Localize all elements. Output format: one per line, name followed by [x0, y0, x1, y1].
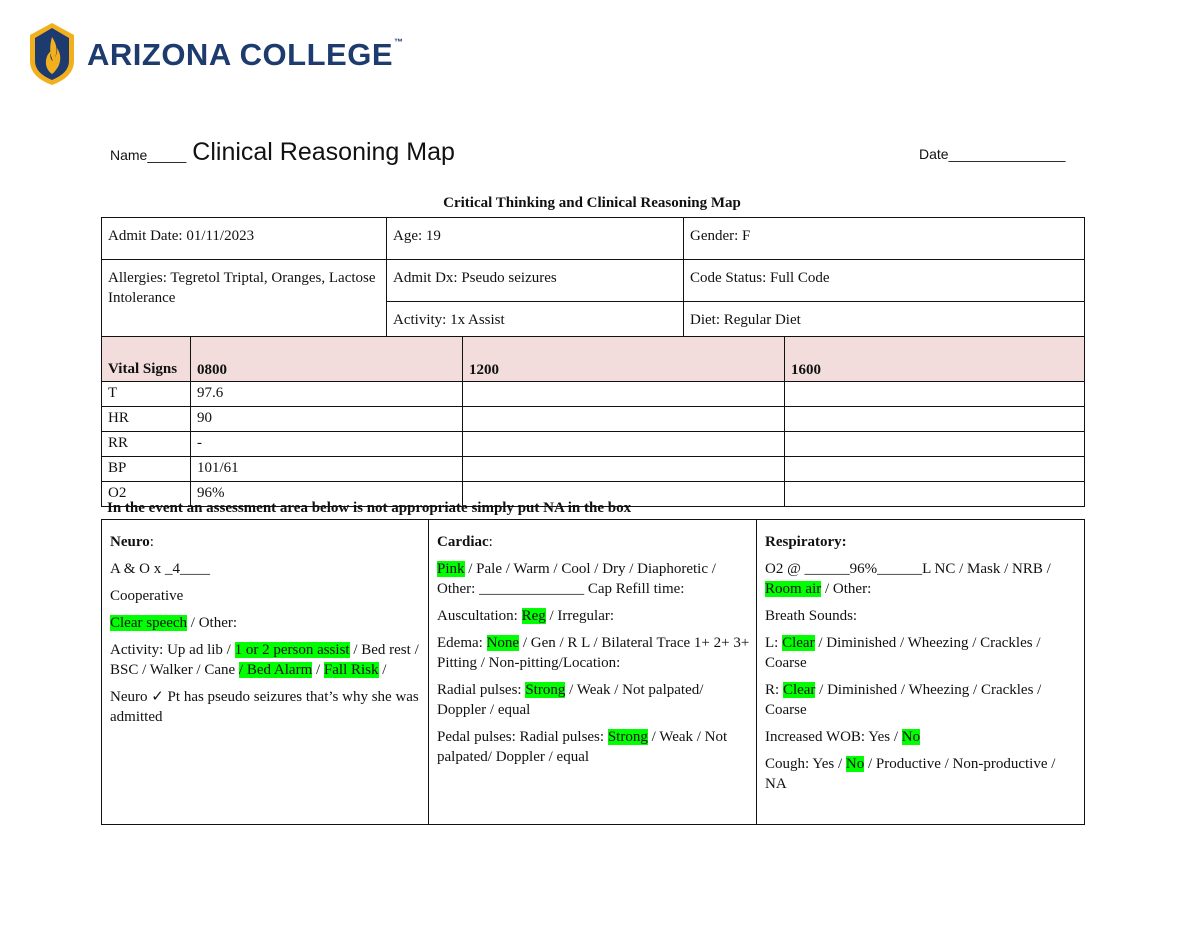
right-lung-rest: / Diminished / Wheezing / Crackles / Coarse: [765, 682, 1042, 718]
reg-highlight: Reg: [521, 608, 546, 624]
map-subtitle: Critical Thinking and Clinical Reasoning Map: [443, 195, 741, 211]
vital-label: T: [102, 382, 191, 407]
neuro-slash: /: [312, 662, 324, 678]
o2-rest: / Other:: [821, 581, 872, 597]
pedal-rest: / Weak / Not palpated/ Doppler / equal: [437, 729, 728, 765]
vital-value-0800: -: [191, 432, 463, 457]
shield-flame-icon: [27, 21, 77, 87]
o2-label: O2 @ ______96%______L NC / Mask / NRB /: [765, 561, 1051, 577]
vital-value-1600: [785, 457, 1085, 482]
vital-value-0800: 101/61: [191, 457, 463, 482]
logo-text: ARIZONA COLLEGE: [87, 37, 394, 72]
vital-value-1600: [785, 407, 1085, 432]
date-label: Date_______________: [919, 146, 1066, 162]
diet-cell: Diet: Regular Diet: [684, 302, 1085, 344]
pedal-strong-highlight: Strong: [607, 729, 648, 745]
left-lung-label: L:: [765, 635, 783, 651]
cardiac-heading: Cardiac: [437, 534, 489, 550]
vital-label: O2: [102, 482, 191, 507]
vitals-row-hr: [102, 407, 1085, 432]
left-clear-highlight: Clear: [782, 635, 815, 651]
vitals-row-bp: [102, 457, 1085, 482]
cardiac-cell: Cardiac: Pink / Pale / Warm / Cool / Dry / Diaphoretic / Other: ______________ Cap Refill time: Auscultation: Reg / Irregular: Edema: None / Gen / R L / Bilateral Trace 1+ 2+ 3+ Pitting / Non-pitting/Location: Radial pulses: Strong / Weak / Not palpated/ Doppler / equal Pedal pulses: Radial pulses: Strong / Weak / Not palpated/ Doppler / equal: [429, 520, 757, 825]
assessment-table: [101, 519, 1085, 825]
neuro-heading: Neuro: [110, 534, 150, 550]
wob-label: Increased WOB: Yes /: [765, 729, 902, 745]
auscultation-label: Auscultation:: [437, 608, 522, 624]
neuro-note: Neuro ✓ Pt has pseudo seizures that’s why she was admitted: [110, 689, 419, 725]
pedal-label: Pedal pulses: Radial pulses:: [437, 729, 608, 745]
left-lung-rest: / Diminished / Wheezing / Crackles / Coarse: [765, 635, 1041, 671]
vitals-header-1200: 1200: [463, 337, 785, 382]
breath-sounds-label: Breath Sounds:: [765, 608, 858, 624]
fall-risk-highlight: Fall Risk: [323, 662, 379, 678]
vital-value-1600: [785, 432, 1085, 457]
respiratory-cell: [757, 520, 1085, 825]
admit-dx-cell: Admit Dx: Pseudo seizures: [387, 260, 684, 302]
neuro-activity-pre: Activity: Up ad lib /: [110, 642, 235, 658]
vital-value-1600: [785, 382, 1085, 407]
cough-label: Cough: Yes /: [765, 756, 846, 772]
patient-info-table: [101, 217, 1085, 344]
room-air-highlight: Room air: [765, 581, 822, 597]
vitals-row-rr: [102, 432, 1085, 457]
bed-alarm-highlight: / Bed Alarm: [238, 662, 313, 678]
age-cell: Age: 19: [387, 218, 684, 260]
activity-cell: Activity: 1x Assist: [387, 302, 684, 344]
na-instruction: In the event an assessment area below is not appropriate simply put NA in the box: [107, 500, 632, 516]
radial-label: Radial pulses:: [437, 682, 526, 698]
wob-no-highlight: No: [901, 729, 921, 745]
trademark-mark: ™: [394, 37, 404, 47]
pink-highlight: Pink: [437, 561, 465, 577]
auscultation-rest: / Irregular:: [545, 608, 615, 624]
respiratory-heading: Respiratory:: [765, 534, 847, 550]
none-highlight: None: [486, 635, 520, 651]
edema-label: Edema:: [437, 635, 487, 651]
vital-signs-table: [101, 336, 1085, 507]
vital-value-1600: [785, 482, 1085, 507]
vital-value-0800: 90: [191, 407, 463, 432]
vital-label: RR: [102, 432, 191, 457]
cough-rest: / Productive / Non-productive / NA: [765, 756, 1056, 792]
gender-cell: Gender: F: [684, 218, 1085, 260]
neuro-cooperative: Cooperative: [110, 588, 184, 604]
vital-value-0800: 97.6: [191, 382, 463, 407]
name-label: Name_____: [110, 147, 187, 163]
right-clear-highlight: Clear: [782, 682, 816, 698]
college-logo: [27, 20, 404, 88]
neuro-cell: Neuro: A & O x _4____ Cooperative Clear speech / Other: Activity: Up ad lib / 1 or 2 person assist / Bed rest / BSC / Walker / Cane / Bed Alarm / Fall Risk / Neuro ✓ Pt has pseudo seizures that’s why she was admitted: [102, 520, 429, 825]
clear-speech-highlight: Clear speech: [110, 615, 188, 631]
vitals-header-1600: 1600: [785, 337, 1085, 382]
vitals-header-label: Vital Signs: [102, 337, 191, 382]
neuro-activity-end: /: [378, 662, 387, 678]
vitals-header-0800: 0800: [191, 337, 463, 382]
edema-rest: / Gen / R L / Bilateral Trace 1+ 2+ 3+ Pitting / Non-pitting/Location:: [437, 635, 750, 671]
neuro-aox: A & O x _4____: [110, 561, 211, 577]
page-title: Clinical Reasoning Map: [192, 138, 455, 166]
vital-value-1200: [463, 382, 785, 407]
cardiac-skin: / Pale / Warm / Cool / Dry / Diaphoretic / Other: ______________ Cap Refill time:: [437, 561, 716, 597]
header-name-title: [110, 138, 455, 167]
vitals-header-row: [102, 337, 1085, 382]
vital-value-1200: [463, 432, 785, 457]
radial-rest: / Weak / Not palpated/ Doppler / equal: [437, 682, 704, 718]
neuro-activity-mid: / Bed rest / BSC / Walker / Cane: [110, 642, 419, 678]
vital-value-1200: [463, 457, 785, 482]
vital-label: BP: [102, 457, 191, 482]
radial-strong-highlight: Strong: [525, 682, 566, 698]
person-assist-highlight: 1 or 2 person assist: [234, 642, 350, 658]
vital-value-0800: 96%: [191, 482, 463, 507]
right-lung-label: R:: [765, 682, 783, 698]
neuro-other: / Other:: [187, 615, 238, 631]
cough-no-highlight: No: [845, 756, 865, 772]
vitals-row-t: [102, 382, 1085, 407]
allergies-cell: Allergies: Tegretol Triptal, Oranges, Lactose Intolerance: [102, 260, 387, 344]
vital-value-1200: [463, 407, 785, 432]
admit-date-cell: Admit Date: 01/11/2023: [102, 218, 387, 260]
code-status-cell: Code Status: Full Code: [684, 260, 1085, 302]
vital-label: HR: [102, 407, 191, 432]
